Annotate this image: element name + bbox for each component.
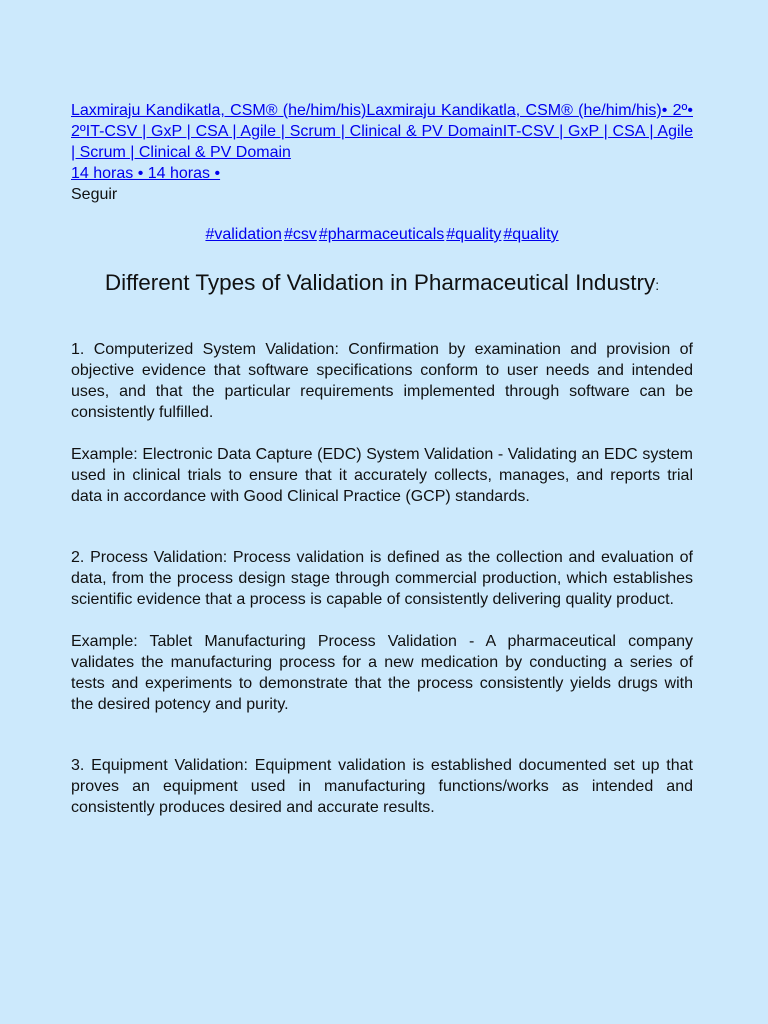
article-body <box>71 339 693 818</box>
post-time-link[interactable]: 14 horas • 14 horas • <box>71 165 221 182</box>
section-1-definition: 1. Computerized System Validation: Confirmation by examination and provision of objective evidence that software specifications conform to user needs and intended uses, and that the particular requirements implemented through software can be consistently fulfilled. <box>71 341 693 421</box>
section-3-definition: 3. Equipment Validation: Equipment validation is established documented set up that proves an equipment used in manufacturing functions/works as intended and consistently produces desired and accurate results. <box>71 757 693 816</box>
hashtag-csv[interactable]: #csv <box>283 226 317 243</box>
hashtag-quality[interactable]: #quality <box>446 226 502 243</box>
hashtag-quality-2[interactable]: #quality <box>503 226 559 243</box>
section-2-definition: 2. Process Validation: Process validation is defined as the collection and evaluation of data, from the process design stage through commercial production, which establishes scientific evidence that a process is capable of consistently delivering quality product. <box>71 549 693 608</box>
author-profile-link[interactable]: Laxmiraju Kandikatla, CSM® (he/him/his)Laxmiraju Kandikatla, CSM® (he/him/his)• 2º• 2ºIT-CSV | GxP | CSA | Agile | Scrum | Clinical & PV DomainIT-CSV | GxP | CSA | Agile | Scrum | Clinical & PV Domain <box>71 102 693 161</box>
section-1-example: Example: Electronic Data Capture (EDC) System Validation - Validating an EDC system used in clinical trials to ensure that it accurately collects, manages, and reports trial data in accordance with Good Clinical Practice (GCP) standards. <box>71 446 693 505</box>
follow-label[interactable]: Seguir <box>71 186 118 203</box>
section-2-example: Example: Tablet Manufacturing Process Validation - A pharmaceutical company validates the manufacturing process for a new medication by conducting a series of tests and experiments to demonstrate that the process consistently yields drugs with the desired potency and purity. <box>71 633 693 713</box>
hashtag-validation[interactable]: #validation <box>205 226 282 243</box>
page-title <box>71 267 693 301</box>
title-colon: : <box>655 277 660 293</box>
author-info <box>71 100 693 184</box>
hashtag-list <box>71 224 693 245</box>
title-text: Different Types of Validation in Pharmaceutical Industry <box>104 270 656 295</box>
hashtag-pharmaceuticals[interactable]: #pharmaceuticals <box>318 226 445 243</box>
